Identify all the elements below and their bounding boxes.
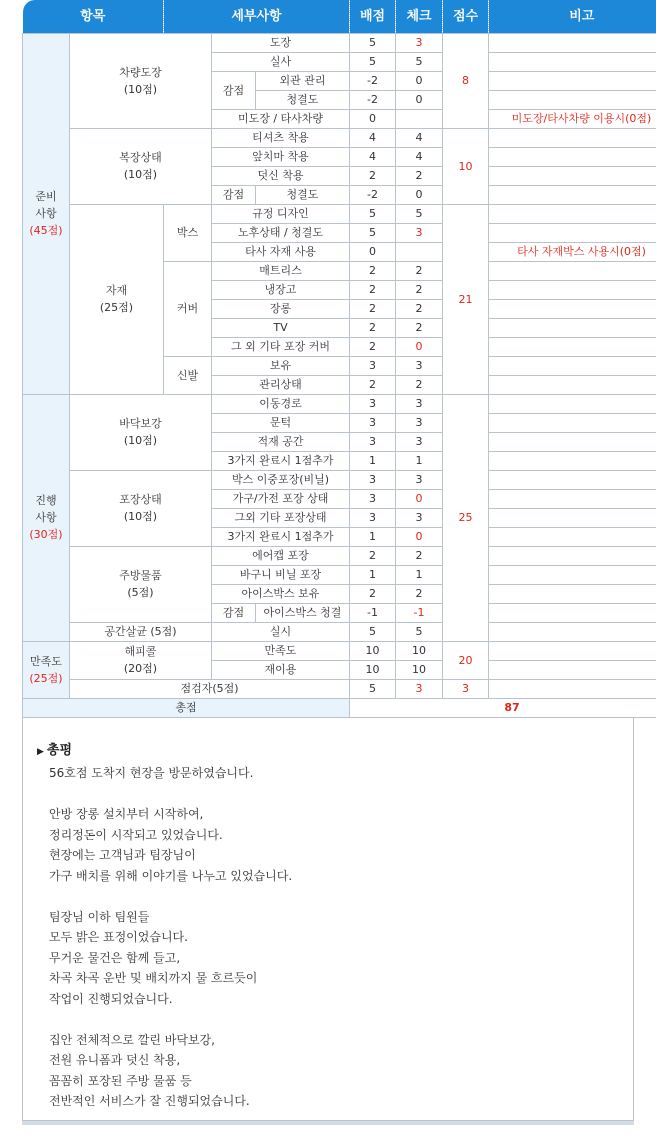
row-item: 티셔츠 착용 — [212, 128, 350, 147]
table-row — [23, 33, 656, 52]
row-check: 4 — [396, 147, 443, 166]
row-note — [489, 413, 656, 432]
score-progress: 25 — [443, 394, 489, 641]
row-max: 2 — [350, 546, 396, 565]
row-item: 장롱 — [212, 299, 350, 318]
row-note — [489, 71, 656, 90]
row-item: 3가지 완료시 1점추가 — [212, 451, 350, 470]
deduct-label: 감점 — [212, 71, 256, 109]
row-note: 타사 자재박스 사용시(0점) — [489, 242, 656, 261]
row-max: 2 — [350, 318, 396, 337]
row-note — [489, 52, 656, 71]
row-max: 3 — [350, 432, 396, 451]
triangle-icon: ▶ — [37, 747, 44, 757]
row-max: 5 — [350, 622, 396, 641]
row-item: 노후상태 / 청결도 — [212, 223, 350, 242]
row-item: 청결도 — [256, 185, 350, 204]
header-max: 배점 — [350, 0, 396, 33]
row-item: 적재 공간 — [212, 432, 350, 451]
row-note — [489, 128, 656, 147]
review-line: 모두 밝은 표정이었습니다. — [49, 930, 188, 944]
row-item: 도장 — [212, 33, 350, 52]
row-note — [489, 223, 656, 242]
row-max: 4 — [350, 128, 396, 147]
row-item: 그 외 기타 포장 커버 — [212, 337, 350, 356]
row-note — [489, 261, 656, 280]
row-note — [489, 90, 656, 109]
row-note — [489, 33, 656, 52]
row-max: 2 — [350, 280, 396, 299]
group-inspector: 점검자(5점) — [70, 679, 350, 698]
row-max: 1 — [350, 565, 396, 584]
row-note — [489, 432, 656, 451]
row-check: 0 — [396, 337, 443, 356]
row-item: 실시 — [212, 622, 350, 641]
review-line — [37, 784, 633, 805]
section-prep — [23, 33, 70, 394]
section-prep-score: (45점) — [29, 224, 63, 237]
review-title-text: 총평 — [46, 743, 73, 758]
header-note: 비고 — [489, 0, 656, 33]
row-item: 매트리스 — [212, 261, 350, 280]
row-check: 10 — [396, 660, 443, 679]
review-line: 56호점 도착지 현장을 방문하였습니다. — [49, 766, 254, 780]
row-note — [489, 375, 656, 394]
header-check: 체크 — [396, 0, 443, 33]
row-check: 2 — [396, 166, 443, 185]
row-note — [489, 185, 656, 204]
group-happycall: 해피콜 (20점) — [70, 641, 212, 679]
row-max: 5 — [350, 204, 396, 223]
table-row — [23, 470, 656, 489]
table-row — [23, 679, 656, 698]
row-check: 2 — [396, 546, 443, 565]
row-note — [489, 280, 656, 299]
row-check: 4 — [396, 128, 443, 147]
table-row — [23, 622, 656, 641]
section-prep-label: 준비 사항 — [35, 190, 57, 220]
row-check: 5 — [396, 622, 443, 641]
row-check: 0 — [396, 90, 443, 109]
review-line: 집안 전체적으로 깔린 바닥보강, — [49, 1032, 215, 1047]
row-check: 3 — [396, 223, 443, 242]
row-max: 5 — [350, 223, 396, 242]
row-max: 2 — [350, 584, 396, 603]
header-detail: 세부사항 — [164, 0, 350, 33]
row-item: 가구/가전 포장 상태 — [212, 489, 350, 508]
row-item: 냉장고 — [212, 280, 350, 299]
total-label: 총점 — [23, 698, 350, 717]
total-score: 87 — [350, 698, 656, 717]
section-progress-score: (30점) — [29, 528, 63, 541]
row-item: 외관 관리 — [256, 71, 350, 90]
row-note — [489, 508, 656, 527]
row-max: 3 — [350, 394, 396, 413]
table-row — [23, 128, 656, 147]
row-note — [489, 147, 656, 166]
bottom-divider — [22, 1121, 634, 1125]
row-note — [489, 679, 656, 698]
row-max: 0 — [350, 109, 396, 128]
group-vehicle: 차량도장 (10점) — [70, 33, 212, 128]
group-sanitize: 공간살균 (5점) — [70, 622, 212, 641]
row-check: 5 — [396, 52, 443, 71]
row-max: 10 — [350, 641, 396, 660]
row-check: -1 — [396, 603, 443, 622]
row-item: 타사 자재 사용 — [212, 242, 350, 261]
section-progress-label: 진행 사항 — [35, 494, 57, 524]
row-item: 앞치마 착용 — [212, 147, 350, 166]
row-note — [489, 356, 656, 375]
row-check: 1 — [396, 565, 443, 584]
row-max: 3 — [350, 413, 396, 432]
subgroup-cover: 커버 — [164, 261, 212, 356]
row-note — [489, 660, 656, 679]
row-check: 2 — [396, 375, 443, 394]
evaluation-sheet — [22, 0, 652, 718]
row-max: 5 — [350, 679, 396, 698]
row-note — [489, 394, 656, 413]
row-note — [489, 603, 656, 622]
row-item: TV — [212, 318, 350, 337]
table-row — [23, 641, 656, 660]
section-satisfaction — [23, 641, 70, 698]
row-max: 3 — [350, 356, 396, 375]
row-item: 아이스박스 보유 — [212, 584, 350, 603]
review-line: 현장에는 고객님과 팀장님이 — [49, 848, 196, 862]
row-item: 실사 — [212, 52, 350, 71]
review-body — [37, 763, 633, 1112]
row-check: 3 — [396, 508, 443, 527]
row-check: 0 — [396, 71, 443, 90]
row-check: 2 — [396, 318, 443, 337]
subgroup-shoes: 신발 — [164, 356, 212, 394]
row-check: 3 — [396, 470, 443, 489]
review-line: 안방 장롱 설치부터 시작하여, — [49, 807, 204, 821]
review-line — [37, 886, 633, 907]
row-max: 10 — [350, 660, 396, 679]
score-material: 21 — [443, 204, 489, 394]
row-item: 에어캡 포장 — [212, 546, 350, 565]
row-check: 3 — [396, 394, 443, 413]
row-max: 1 — [350, 451, 396, 470]
row-check: 2 — [396, 261, 443, 280]
row-check: 3 — [396, 413, 443, 432]
row-max: 3 — [350, 508, 396, 527]
row-check: 3 — [396, 432, 443, 451]
row-check: 2 — [396, 584, 443, 603]
row-note — [489, 489, 656, 508]
row-check: 2 — [396, 299, 443, 318]
table-row — [23, 204, 656, 223]
row-item: 문턱 — [212, 413, 350, 432]
row-max: 2 — [350, 299, 396, 318]
score-inspector: 3 — [443, 679, 489, 698]
review-line: 정리정돈이 시작되고 있었습니다. — [49, 827, 223, 842]
row-note — [489, 527, 656, 546]
row-item: 관리상태 — [212, 375, 350, 394]
row-check: 0 — [396, 489, 443, 508]
row-item: 그외 기타 포장상태 — [212, 508, 350, 527]
score-uniform: 10 — [443, 128, 489, 204]
score-table — [22, 0, 656, 718]
row-check — [396, 242, 443, 261]
row-max: 5 — [350, 33, 396, 52]
row-max: 2 — [350, 166, 396, 185]
table-row — [23, 546, 656, 565]
header-item: 항목 — [23, 0, 164, 33]
row-max: 3 — [350, 489, 396, 508]
row-max: 3 — [350, 470, 396, 489]
header-row — [23, 0, 656, 33]
review-line: 팀장님 이하 팀원들 — [49, 909, 150, 924]
row-note — [489, 565, 656, 584]
section-progress — [23, 394, 70, 641]
group-uniform: 복장상태 (10점) — [70, 128, 212, 204]
review-line: 꼼꼼히 포장된 주방 물품 등 — [49, 1073, 192, 1088]
deduct-label: 감점 — [212, 603, 256, 622]
row-max: -2 — [350, 185, 396, 204]
row-item: 아이스박스 청결 — [256, 603, 350, 622]
row-note — [489, 337, 656, 356]
row-note: 미도장/타사차량 이용시(0점) — [489, 109, 656, 128]
subgroup-box: 박스 — [164, 204, 212, 261]
row-note — [489, 318, 656, 337]
row-note — [489, 470, 656, 489]
review-line: 작업이 진행되었습니다. — [49, 991, 173, 1006]
row-max: 4 — [350, 147, 396, 166]
row-check: 3 — [396, 33, 443, 52]
section-satisfaction-score: (25점) — [29, 671, 63, 685]
review-line — [37, 1009, 633, 1030]
row-item: 이동경로 — [212, 394, 350, 413]
row-item: 청결도 — [256, 90, 350, 109]
row-check: 1 — [396, 451, 443, 470]
review-section — [22, 717, 634, 1121]
row-max: 2 — [350, 337, 396, 356]
section-satisfaction-label: 만족도 — [30, 654, 62, 668]
score-satisfaction: 20 — [443, 641, 489, 679]
row-check: 0 — [396, 185, 443, 204]
group-material: 자재 (25점) — [70, 204, 164, 394]
row-check: 0 — [396, 527, 443, 546]
row-item: 보유 — [212, 356, 350, 375]
row-max: -1 — [350, 603, 396, 622]
row-note — [489, 204, 656, 223]
row-check: 3 — [396, 356, 443, 375]
row-item: 박스 이중포장(비닐) — [212, 470, 350, 489]
row-item: 만족도 — [212, 641, 350, 660]
row-item: 바구니 비닐 포장 — [212, 565, 350, 584]
review-line: 전원 유니폼과 덧신 착용, — [49, 1053, 181, 1067]
deduct-label: 감점 — [212, 185, 256, 204]
row-max: -2 — [350, 90, 396, 109]
review-line: 차곡 차곡 운반 및 배치까지 물 흐르듯이 — [49, 971, 258, 985]
review-line: 전반적인 서비스가 잘 진행되었습니다. — [49, 1094, 250, 1108]
header-score: 점수 — [443, 0, 489, 33]
review-line: 가구 배치를 위해 이야기를 나누고 있었습니다. — [49, 868, 293, 883]
row-item: 재이용 — [212, 660, 350, 679]
row-item: 3가지 완료시 1점추가 — [212, 527, 350, 546]
row-max: 5 — [350, 52, 396, 71]
row-note — [489, 299, 656, 318]
row-note — [489, 622, 656, 641]
table-row — [23, 394, 656, 413]
row-check: 5 — [396, 204, 443, 223]
row-note — [489, 451, 656, 470]
group-kitchen: 주방물품 (5점) — [70, 546, 212, 622]
row-note — [489, 584, 656, 603]
row-item: 덧신 착용 — [212, 166, 350, 185]
row-max: 2 — [350, 261, 396, 280]
row-item: 규정 디자인 — [212, 204, 350, 223]
row-check: 3 — [396, 679, 443, 698]
row-note — [489, 166, 656, 185]
row-check: 2 — [396, 280, 443, 299]
row-check — [396, 109, 443, 128]
row-check: 10 — [396, 641, 443, 660]
row-max: -2 — [350, 71, 396, 90]
total-row — [23, 698, 656, 717]
group-packing: 포장상태 (10점) — [70, 470, 212, 546]
review-title — [37, 739, 633, 758]
group-floor: 바닥보강 (10점) — [70, 394, 212, 470]
row-max: 0 — [350, 242, 396, 261]
score-vehicle: 8 — [443, 33, 489, 128]
row-max: 1 — [350, 527, 396, 546]
row-note — [489, 546, 656, 565]
review-line: 무거운 물건은 함께 들고, — [49, 950, 181, 965]
row-note — [489, 641, 656, 660]
row-item: 미도장 / 타사차량 — [212, 109, 350, 128]
row-max: 2 — [350, 375, 396, 394]
